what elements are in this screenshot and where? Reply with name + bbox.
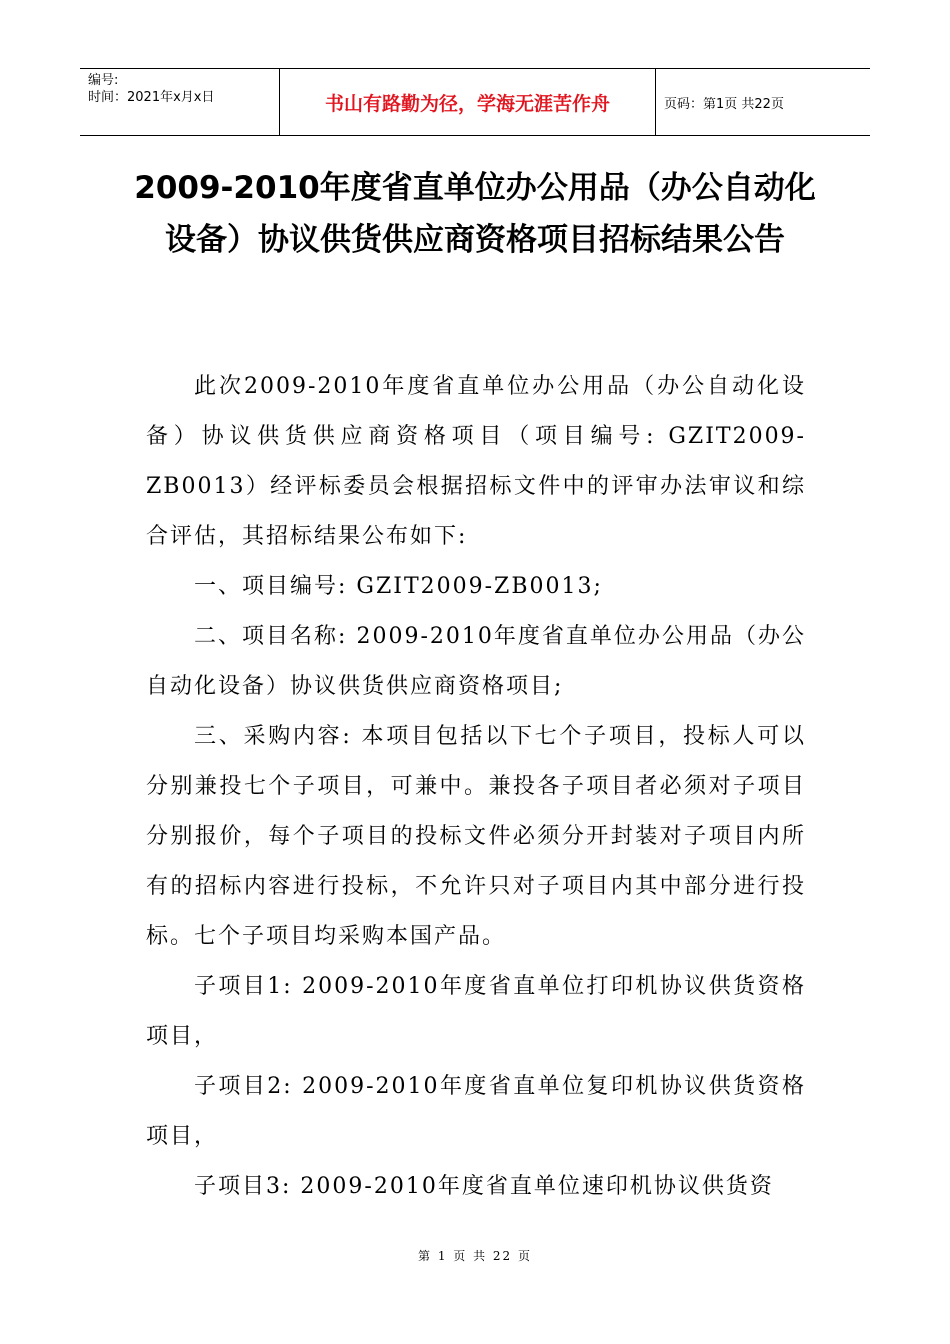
header-page-info: 页码：第1页 共22页	[664, 96, 784, 112]
page-footer: 第 1 页 共 22 页	[418, 1249, 532, 1263]
document-body	[146, 362, 806, 1212]
time-label: 时间：2021年x月x日	[88, 90, 215, 105]
paragraph-subproject-2: 子项目2: 2009-2010年度省直单位复印机协议供货资格项目，	[146, 1074, 806, 1149]
page-header	[80, 68, 870, 136]
paragraph-procurement-content: 三、采购内容: 本项目包括以下七个子项目，投标人可以分别兼投七个子项目，可兼中。兼投各子项目者必须对子项目分别报价，每个子项目的投标文件必须分开封装对子项目内所有的招标内容进行投标，不允许只对子项目内其中部分进行投标。七个子项目均采购本国产品。	[146, 724, 806, 949]
header-motto: 书山有路勤为径，学海无涯苦作舟	[280, 69, 656, 135]
document-title: 2009-2010年度省直单位办公用品（办公自动化设备）协议供货供应商资格项目招标结果公告	[134, 170, 816, 258]
paragraph-subproject-3: 子项目3: 2009-2010年度省直单位速印机协议供货资	[194, 1174, 774, 1199]
paragraph-subproject-1: 子项目1: 2009-2010年度省直单位打印机协议供货资格项目，	[146, 974, 806, 1049]
number-label: 编号:	[88, 73, 119, 88]
paragraph-project-name: 二、项目名称: 2009-2010年度省直单位办公用品（办公自动化设备）协议供货供应商资格项目;	[146, 624, 806, 699]
paragraph-project-number: 一、项目编号: GZIT2009-ZB0013;	[194, 574, 603, 599]
paragraph-intro: 此次2009-2010年度省直单位办公用品（办公自动化设备）协议供货供应商资格项目（项目编号: GZIT2009-ZB0013）经评标委员会根据招标文件中的评审办法审议和综合评估，其招标结果公布如下:	[146, 374, 806, 549]
header-meta	[80, 69, 280, 135]
